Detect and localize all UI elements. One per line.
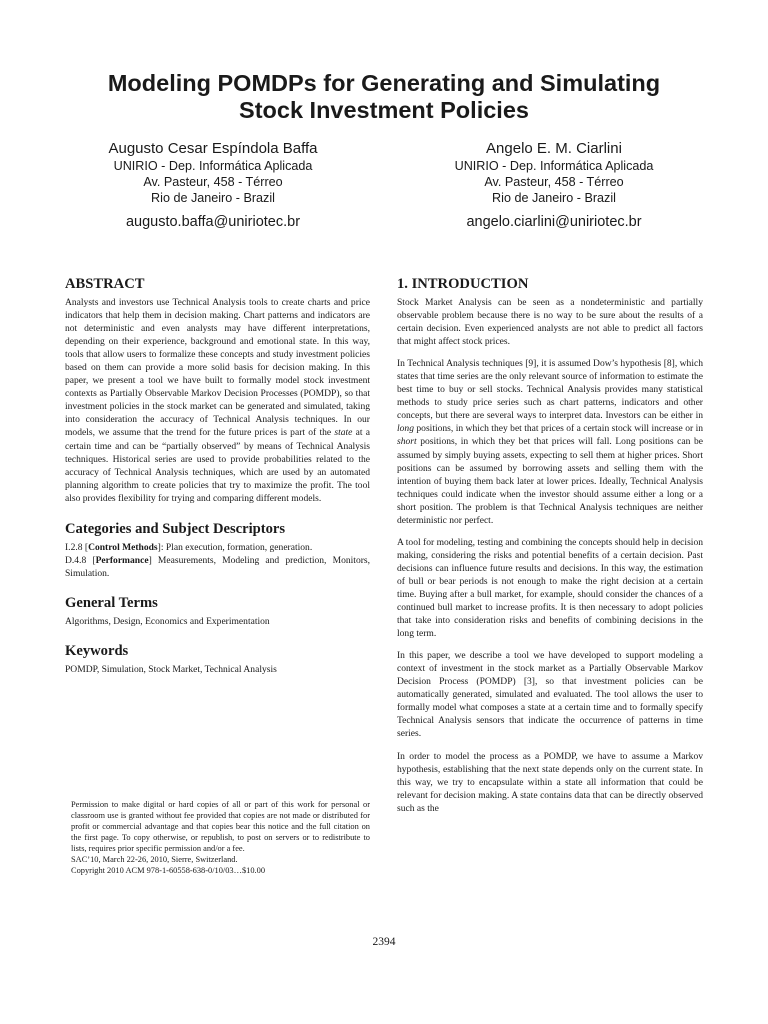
author-email: augusto.baffa@uniriotec.br	[125, 214, 301, 230]
categories-text: I.2.8 [Control Methods]: Plan execution, formation, generation. D.4.8 [Performance] Measurements, Modeling and prediction, Monitors, Simulation.	[65, 541, 371, 579]
author-address: Av. Pasteur, 458 - Térreo	[143, 175, 283, 189]
keywords-heading: Keywords	[65, 642, 129, 659]
author-address: Av. Pasteur, 458 - Térreo	[484, 175, 624, 189]
copyright-info: Copyright 2010 ACM 978-1-60558-638-0/10/03…$10.00	[71, 866, 266, 875]
author-city: Rio de Janeiro - Brazil	[492, 191, 616, 205]
author-city: Rio de Janeiro - Brazil	[151, 191, 275, 205]
author-email: angelo.ciarlini@uniriotec.br	[466, 214, 642, 230]
abstract-text: Analysts and investors use Technical Analysis tools to create charts and price indicators that help them in decision making. Chart patterns and indicators are not deterministic and even analysts may have different interpretations, depending on their experience, background and emotional state. In this way, tools that allow users to formalize these concepts and study investment policies based on them can provide a more solid basis for decision making. In this paper, we present a tool we have built to formally model stock investment contexts as Partially Observable Markov Decision Processes (POMDP), so that investment policies in the stock market can be generated and simulated, taking into consideration the accuracy of Technical Analysis techniques. In our models, we assume that the trend for the future prices is part of the state at a certain time and can be “partially observed” by means of Technical Analysis techniques. Historical series are used to provide probabilities related to the accuracy of Technical Analysis techniques, which are used by an automated planning algorithm to create policies that try to maximize the profit. The tool also provides flexibility for trying and comparing different models.	[65, 297, 370, 504]
categories-heading: Categories and Subject Descriptors	[65, 520, 286, 537]
author-block-2	[404, 140, 704, 231]
author-name: Angelo E. M. Ciarlini	[486, 140, 622, 157]
introduction-heading: 1. INTRODUCTION	[397, 276, 529, 292]
intro-paragraph-5: In order to model the process as a POMDP, we have to assume a Markov hypothesis, establishing that the next state depends only on the current state. In this way, we try to encapsulate within a state all information that could be relevant for decision making. A state contains data that can be directly observed such as the	[397, 750, 703, 814]
author-affiliation: UNIRIO - Dep. Informática Aplicada	[113, 159, 313, 173]
author-name: Augusto Cesar Espíndola Baffa	[108, 140, 318, 157]
author-affiliation: UNIRIO - Dep. Informática Aplicada	[454, 159, 654, 173]
general-terms-heading: General Terms	[65, 594, 158, 611]
title-line-2: Stock Investment Policies	[239, 97, 529, 123]
intro-paragraph-3: A tool for modeling, testing and combining the concepts should help in decision making, considering the risks and potential benefits of a certain decision. Past decisions can influence future results and decisions. In this way, the estimation of bull or bear periods is not enough to make the right decision at a certain time. Buying after a bull market, for example, should consider the chances of a continued bull market to increase profits. It is then necessary to adopt policies that take into consideration risks and benefits of combining decisions in the long term.	[397, 536, 703, 640]
conference-info: SAC’10, March 22-26, 2010, Sierre, Switzerland.	[71, 855, 238, 864]
general-terms-text: Algorithms, Design, Economics and Experimentation	[65, 615, 270, 627]
page-number: 2394	[372, 936, 396, 948]
permission-notice	[71, 799, 370, 876]
author-block-1	[63, 140, 363, 231]
intro-paragraph-1: Stock Market Analysis can be seen as a nondeterministic and partially observable problem because there is no way to be sure about the results of a certain decision. Even experienced analysts are not able to predict all factors that might affect stock prices.	[397, 297, 703, 348]
intro-paragraph-4: In this paper, we describe a tool we have developed to support modeling a context of investment in the stock market as a Partially Observable Markov Decision Process (POMDP) [3], so that investment policies can be automatically generated, simulated and evaluated. The tool allows the user to formally model what composes a state at a certain time and to formally specify Technical Analysis sensors that indicate the occurrence of patterns in time series.	[397, 650, 703, 740]
right-column	[397, 275, 703, 824]
keywords-text: POMDP, Simulation, Stock Market, Technical Analysis	[65, 663, 277, 675]
title-line-1: Modeling POMDPs for Generating and Simulating	[107, 70, 661, 96]
abstract-heading: ABSTRACT	[65, 276, 145, 292]
permission-text: Permission to make digital or hard copies of all or part of this work for personal or classroom use is granted without fee provided that copies are not made or distributed for profit or commercial advantage and that copies bear this notice and the full citation on the first page. To copy otherwise, or republish, to post on servers or to redistribute to lists, requires prior specific permission and/or a fee.	[71, 800, 370, 853]
intro-paragraph-2: In Technical Analysis techniques [9], it is assumed Dow’s hypothesis [8], which states that time series are the only relevant source of information to estimate the best time to buy or sell stocks. Technical Analysis provides many statistical methods to study price series such as chart patterns, indicators and other concepts, but there are several ways to interpret data. Investors can be either in long positions, in which they bet that prices of a certain stock will increase or in short positions, in which they bet that prices will fall. Long positions can be assumed by simply buying assets, expecting to sell them at higher prices. Short positions can be assumed by borrowing assets and selling them with the intention of buying them back later at lower prices. Ideally, Technical Analysis techniques could indicate when the investor should assume either a long or a short position. The problem is that Technical Analysis techniques are neither deterministic nor perfect.	[397, 358, 703, 526]
left-column	[65, 275, 370, 690]
paper-title	[60, 70, 708, 124]
